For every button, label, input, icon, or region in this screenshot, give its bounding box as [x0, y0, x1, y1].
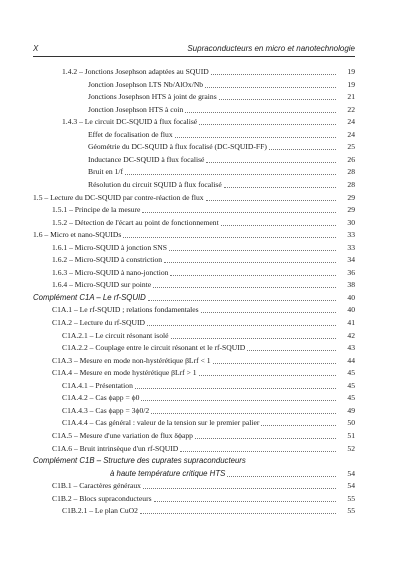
toc-entry-title: Résolution du circuit SQUID à flux focalisé — [88, 179, 222, 189]
dot-leader — [140, 513, 336, 514]
toc-page-number: 28 — [347, 179, 355, 189]
toc-entry-title: Géométrie du DC-SQUID à flux focalisé (DC-SQUID-FF) — [88, 142, 267, 152]
toc-page-number: 55 — [347, 493, 355, 503]
toc-entry-title: C1A.4.3 – Cas ϕapp = 3ϕ0/2 — [62, 405, 150, 415]
toc-entry[interactable] — [88, 179, 355, 191]
toc-page-number: 42 — [347, 330, 355, 340]
toc-complement-heading[interactable] — [33, 455, 355, 467]
dot-leader — [180, 451, 336, 452]
toc-entry-title: C1A.2.1 – Le circuit résonant isolé — [62, 330, 169, 340]
dot-leader — [201, 312, 336, 313]
dot-leader — [171, 338, 337, 339]
toc-entry[interactable] — [88, 154, 355, 166]
toc-page-number: 45 — [347, 380, 355, 390]
running-title: Supraconducteurs en micro et nanotechnologie — [187, 44, 355, 53]
toc-entry-title: C1A.3 – Mesure en mode non-hystérétique βLrf < 1 — [52, 355, 211, 365]
toc-entry-title: à haute température critique HTS — [110, 468, 226, 478]
toc-page-number: 41 — [347, 318, 355, 327]
toc-page-number: 44 — [347, 355, 355, 365]
toc-entry-title: C1B.1 – Caractères généraux — [52, 481, 141, 491]
toc-entry[interactable] — [52, 204, 355, 216]
toc-entry-title: 1.6.3 – Micro-SQUID à nano-jonction — [52, 267, 169, 277]
toc-entry-title: C1A.1 – Le rf-SQUID ; relations fondamentales — [52, 305, 199, 315]
dot-leader — [164, 262, 336, 263]
toc-entry[interactable] — [62, 66, 355, 78]
toc-entry-title: 1.4.3 – Le circuit DC-SQUID à flux focalisé — [62, 117, 198, 127]
toc-entry[interactable] — [33, 192, 355, 204]
dot-leader — [148, 300, 336, 301]
toc-entry[interactable] — [88, 166, 355, 178]
toc-entry-title: C1A.4.1 – Présentation — [62, 380, 133, 390]
toc-entry-title: C1A.2.2 – Couplage entre le circuit résonant et le rf-SQUID — [62, 343, 246, 353]
toc-entry[interactable] — [52, 317, 355, 329]
toc-entry-title: 1.6.2 – Micro-SQUID à constriction — [52, 255, 163, 265]
dot-leader — [199, 375, 336, 376]
dot-leader — [170, 275, 336, 276]
dot-leader — [213, 363, 336, 364]
toc-page-number: 54 — [347, 481, 355, 491]
toc-page-number: 29 — [347, 205, 355, 215]
toc-page-number: 26 — [347, 154, 355, 164]
toc-entry-title: C1A.4.4 – Cas général : valeur de la tension sur le premier palier — [62, 418, 260, 428]
toc-entry-title: 1.6.1 – Micro-SQUID à jonction SNS — [52, 242, 167, 252]
dot-leader — [135, 388, 336, 389]
toc-entry-title: Complément C1B – Structure des cuprates supraconducteurs — [33, 456, 246, 466]
toc-page-number: 25 — [347, 142, 355, 152]
toc-page-number: 29 — [347, 192, 355, 202]
toc-page-number: 21 — [347, 92, 355, 102]
toc-page-number: 24 — [347, 117, 355, 127]
toc-entry[interactable] — [52, 304, 355, 316]
toc-entry[interactable] — [52, 279, 355, 291]
toc-page-number: 45 — [347, 393, 355, 403]
toc-entry[interactable] — [88, 141, 355, 153]
dot-leader — [125, 174, 336, 175]
header-rule — [33, 56, 355, 57]
toc-entry[interactable] — [52, 217, 355, 229]
dot-leader — [175, 137, 336, 138]
toc-page-number: 19 — [347, 67, 355, 76]
toc-entry[interactable] — [52, 430, 355, 442]
toc-entry[interactable] — [88, 79, 355, 91]
toc-entry[interactable] — [52, 443, 355, 455]
dot-leader — [199, 124, 336, 125]
toc-entry[interactable] — [62, 392, 355, 404]
toc-entry-title: C1A.6 – Bruit intrinsèque d'un rf-SQUID — [52, 443, 179, 453]
toc-entry-title: Jonctions Josephson HTS à joint de grains — [88, 92, 217, 102]
toc-page-number: 36 — [347, 267, 355, 277]
toc-entry[interactable] — [62, 330, 355, 342]
dot-leader — [247, 350, 336, 351]
toc-page-number: 54 — [347, 468, 355, 478]
toc-page-number: 34 — [347, 255, 355, 265]
toc-page-number: 38 — [347, 280, 355, 290]
toc-page-number: 52 — [347, 443, 355, 453]
toc-page-number: 19 — [347, 79, 355, 89]
toc-page-number: 40 — [347, 292, 355, 302]
toc-page-number: 55 — [347, 506, 355, 516]
toc-entry-title: 1.6.4 – Micro-SQUID sur pointe — [52, 280, 152, 290]
toc-page-number: 40 — [347, 305, 355, 315]
toc-entry-title: 1.5.2 – Détection de l'écart au point de fonctionnement — [52, 217, 219, 227]
toc-page-number: 22 — [347, 104, 355, 114]
toc-entry[interactable] — [88, 129, 355, 141]
toc-page-number: 33 — [347, 230, 355, 240]
toc-page-number: 28 — [347, 167, 355, 177]
toc-entry[interactable] — [52, 242, 355, 254]
dot-leader — [224, 187, 336, 188]
toc-entry[interactable] — [110, 468, 355, 480]
dot-leader — [153, 287, 336, 288]
toc-entry-title: C1B.2.1 – Le plan CuO2 — [62, 506, 138, 516]
toc-entry[interactable] — [62, 505, 355, 517]
toc-entry-title: 1.5.1 – Principe de la mesure — [52, 205, 141, 215]
toc-entry[interactable] — [52, 267, 355, 279]
toc-entry-title: Effet de focalisation de flux — [88, 129, 173, 139]
toc-entry[interactable] — [33, 229, 355, 241]
dot-leader — [147, 325, 336, 326]
toc-entry-title: Inductance DC-SQUID à flux focalisé — [88, 154, 205, 164]
dot-leader — [169, 250, 336, 251]
toc-entry-title: Bruit en 1/f — [88, 167, 124, 177]
toc-page-number: 33 — [347, 242, 355, 252]
dot-leader — [205, 87, 336, 88]
toc-entry[interactable] — [88, 91, 355, 103]
dot-leader — [206, 200, 336, 201]
dot-leader — [227, 476, 336, 477]
toc-entry[interactable] — [62, 116, 355, 128]
toc-entry-title: Jonction Josephson HTS à coin — [88, 104, 184, 114]
toc-entry-title: Jonction Josephson LTS Nb/AlOx/Nb — [88, 79, 204, 89]
toc-page-number: 24 — [347, 129, 355, 139]
toc-page-number: 45 — [347, 368, 355, 378]
toc-entry[interactable] — [52, 480, 355, 492]
toc-entry-title: 1.4.2 – Jonctions Josephson adaptées au SQUID — [62, 67, 209, 76]
toc-entry[interactable] — [62, 405, 355, 417]
dot-leader — [142, 212, 336, 213]
toc-entry[interactable] — [62, 342, 355, 354]
toc-entry[interactable] — [52, 355, 355, 367]
toc-entry[interactable] — [52, 493, 355, 505]
toc-entry[interactable] — [62, 380, 355, 392]
page-label: X — [33, 44, 39, 53]
dot-leader — [211, 74, 336, 75]
toc-page-number: 50 — [347, 418, 355, 428]
toc-entry-title: C1A.2 – Lecture du rf-SQUID — [52, 318, 146, 327]
dot-leader — [269, 149, 336, 150]
toc-entry-title: C1A.4.2 – Cas ϕapp = ϕ0 — [62, 393, 140, 403]
toc-entry[interactable] — [62, 417, 355, 429]
toc-entry-title: C1A.5 – Mesure d'une variation de flux δϕapp — [52, 430, 193, 440]
toc-entry-title: C1B.2 – Blocs supraconducteurs — [52, 493, 152, 503]
toc-entry[interactable] — [52, 367, 355, 379]
toc-entry[interactable] — [52, 254, 355, 266]
toc-entry-title: Complément C1A – Le rf-SQUID — [33, 292, 146, 302]
toc-entry-title: 1.6 – Micro et nano-SQUIDs — [33, 230, 122, 240]
toc-entry-title: C1A.4 – Mesure en mode hystérétique βLrf > 1 — [52, 368, 197, 378]
dot-leader — [219, 99, 336, 100]
dot-leader — [154, 501, 336, 502]
toc-page-number: 43 — [347, 343, 355, 353]
dot-leader — [206, 162, 336, 163]
dot-leader — [195, 438, 336, 439]
dot-leader — [185, 112, 336, 113]
toc-page-number: 30 — [347, 217, 355, 227]
dot-leader — [261, 425, 336, 426]
toc-page-number: 51 — [347, 430, 355, 440]
dot-leader — [221, 225, 336, 226]
dot-leader — [143, 488, 336, 489]
toc-complement-heading[interactable] — [33, 292, 355, 304]
dot-leader — [141, 400, 336, 401]
toc-page-number: 49 — [347, 405, 355, 415]
toc-entry[interactable] — [88, 104, 355, 116]
toc-entry-title: 1.5 – Lecture du DC-SQUID par contre-réaction de flux — [33, 192, 204, 202]
page-header — [33, 44, 355, 53]
dot-leader — [151, 413, 336, 414]
dot-leader — [123, 237, 336, 238]
